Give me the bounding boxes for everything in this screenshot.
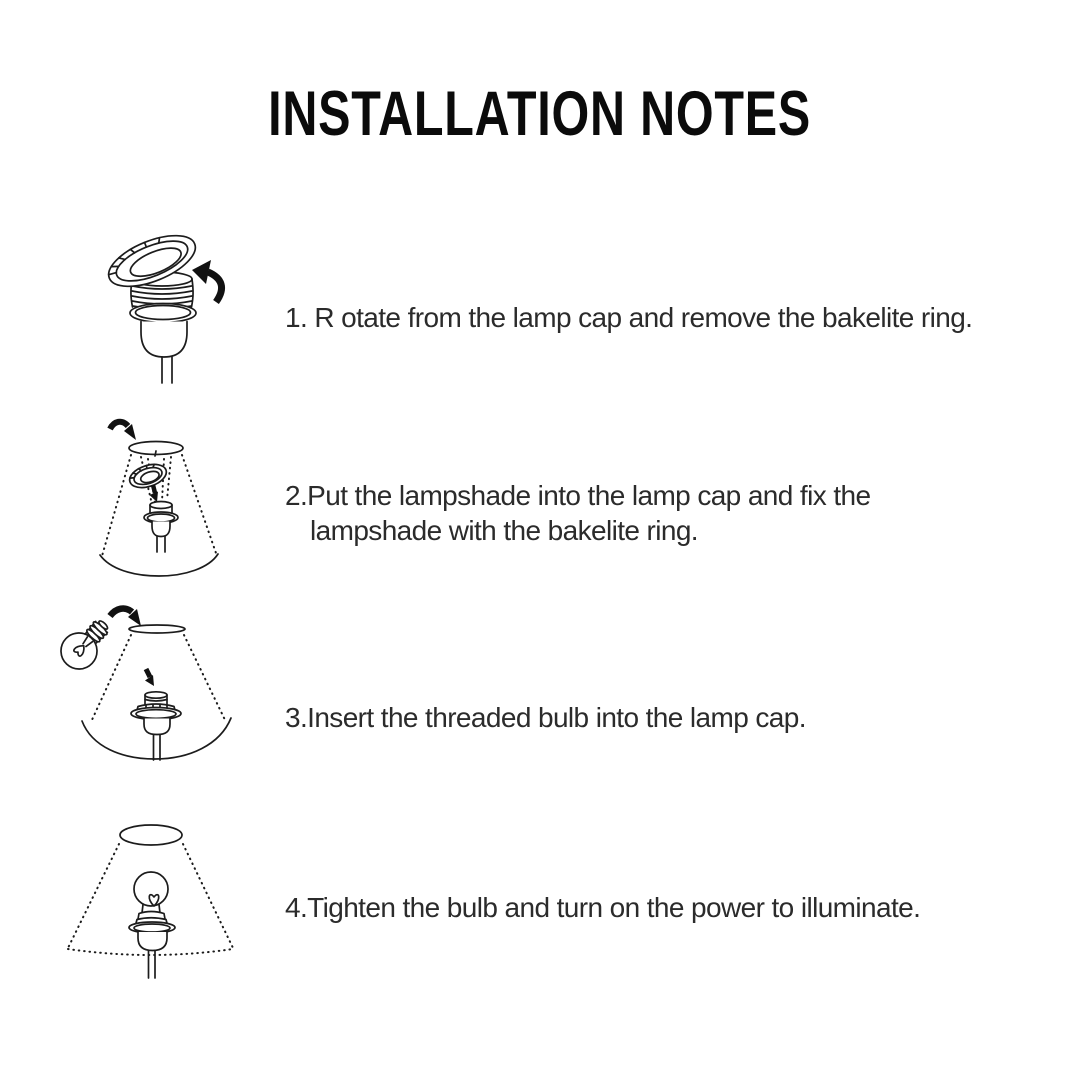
step-4-text: [285, 890, 920, 925]
step-2-line-2: lampshade with the bakelite ring.: [310, 515, 698, 546]
step-2-illustration lampshade-icon: [78, 413, 230, 583]
bulb-icon: [134, 872, 168, 906]
page-title-text: INSTALLATION NOTES: [268, 79, 812, 149]
page-title: [0, 80, 1080, 148]
insert-arrow-icon: [110, 422, 136, 440]
step-1-line-1: 1. R otate from the lamp cap and remove the bakelite ring.: [285, 302, 973, 333]
step-3-line-1: 3.Insert the threaded bulb into the lamp cap.: [285, 702, 806, 733]
step-3-illustration light-bulb-icon: [50, 600, 250, 770]
step-4-line-1: 4.Tighten the bulb and turn on the power to illuminate.: [285, 892, 921, 923]
down-arrow-icon: [145, 669, 154, 686]
bulb-icon: [54, 611, 118, 676]
rotate-arrow-icon: [192, 260, 222, 302]
step-1-text: [285, 300, 972, 335]
insert-arrow-icon: [110, 609, 141, 626]
step-4-illustration finished-lamp-icon: [58, 812, 248, 987]
step-3-text: [285, 700, 806, 735]
step-2-text: [285, 478, 870, 548]
step-2-line-1: 2.Put the lampshade into the lamp cap and fix the: [285, 480, 871, 511]
step-1-illustration lamp-cap-icon: [95, 222, 235, 387]
